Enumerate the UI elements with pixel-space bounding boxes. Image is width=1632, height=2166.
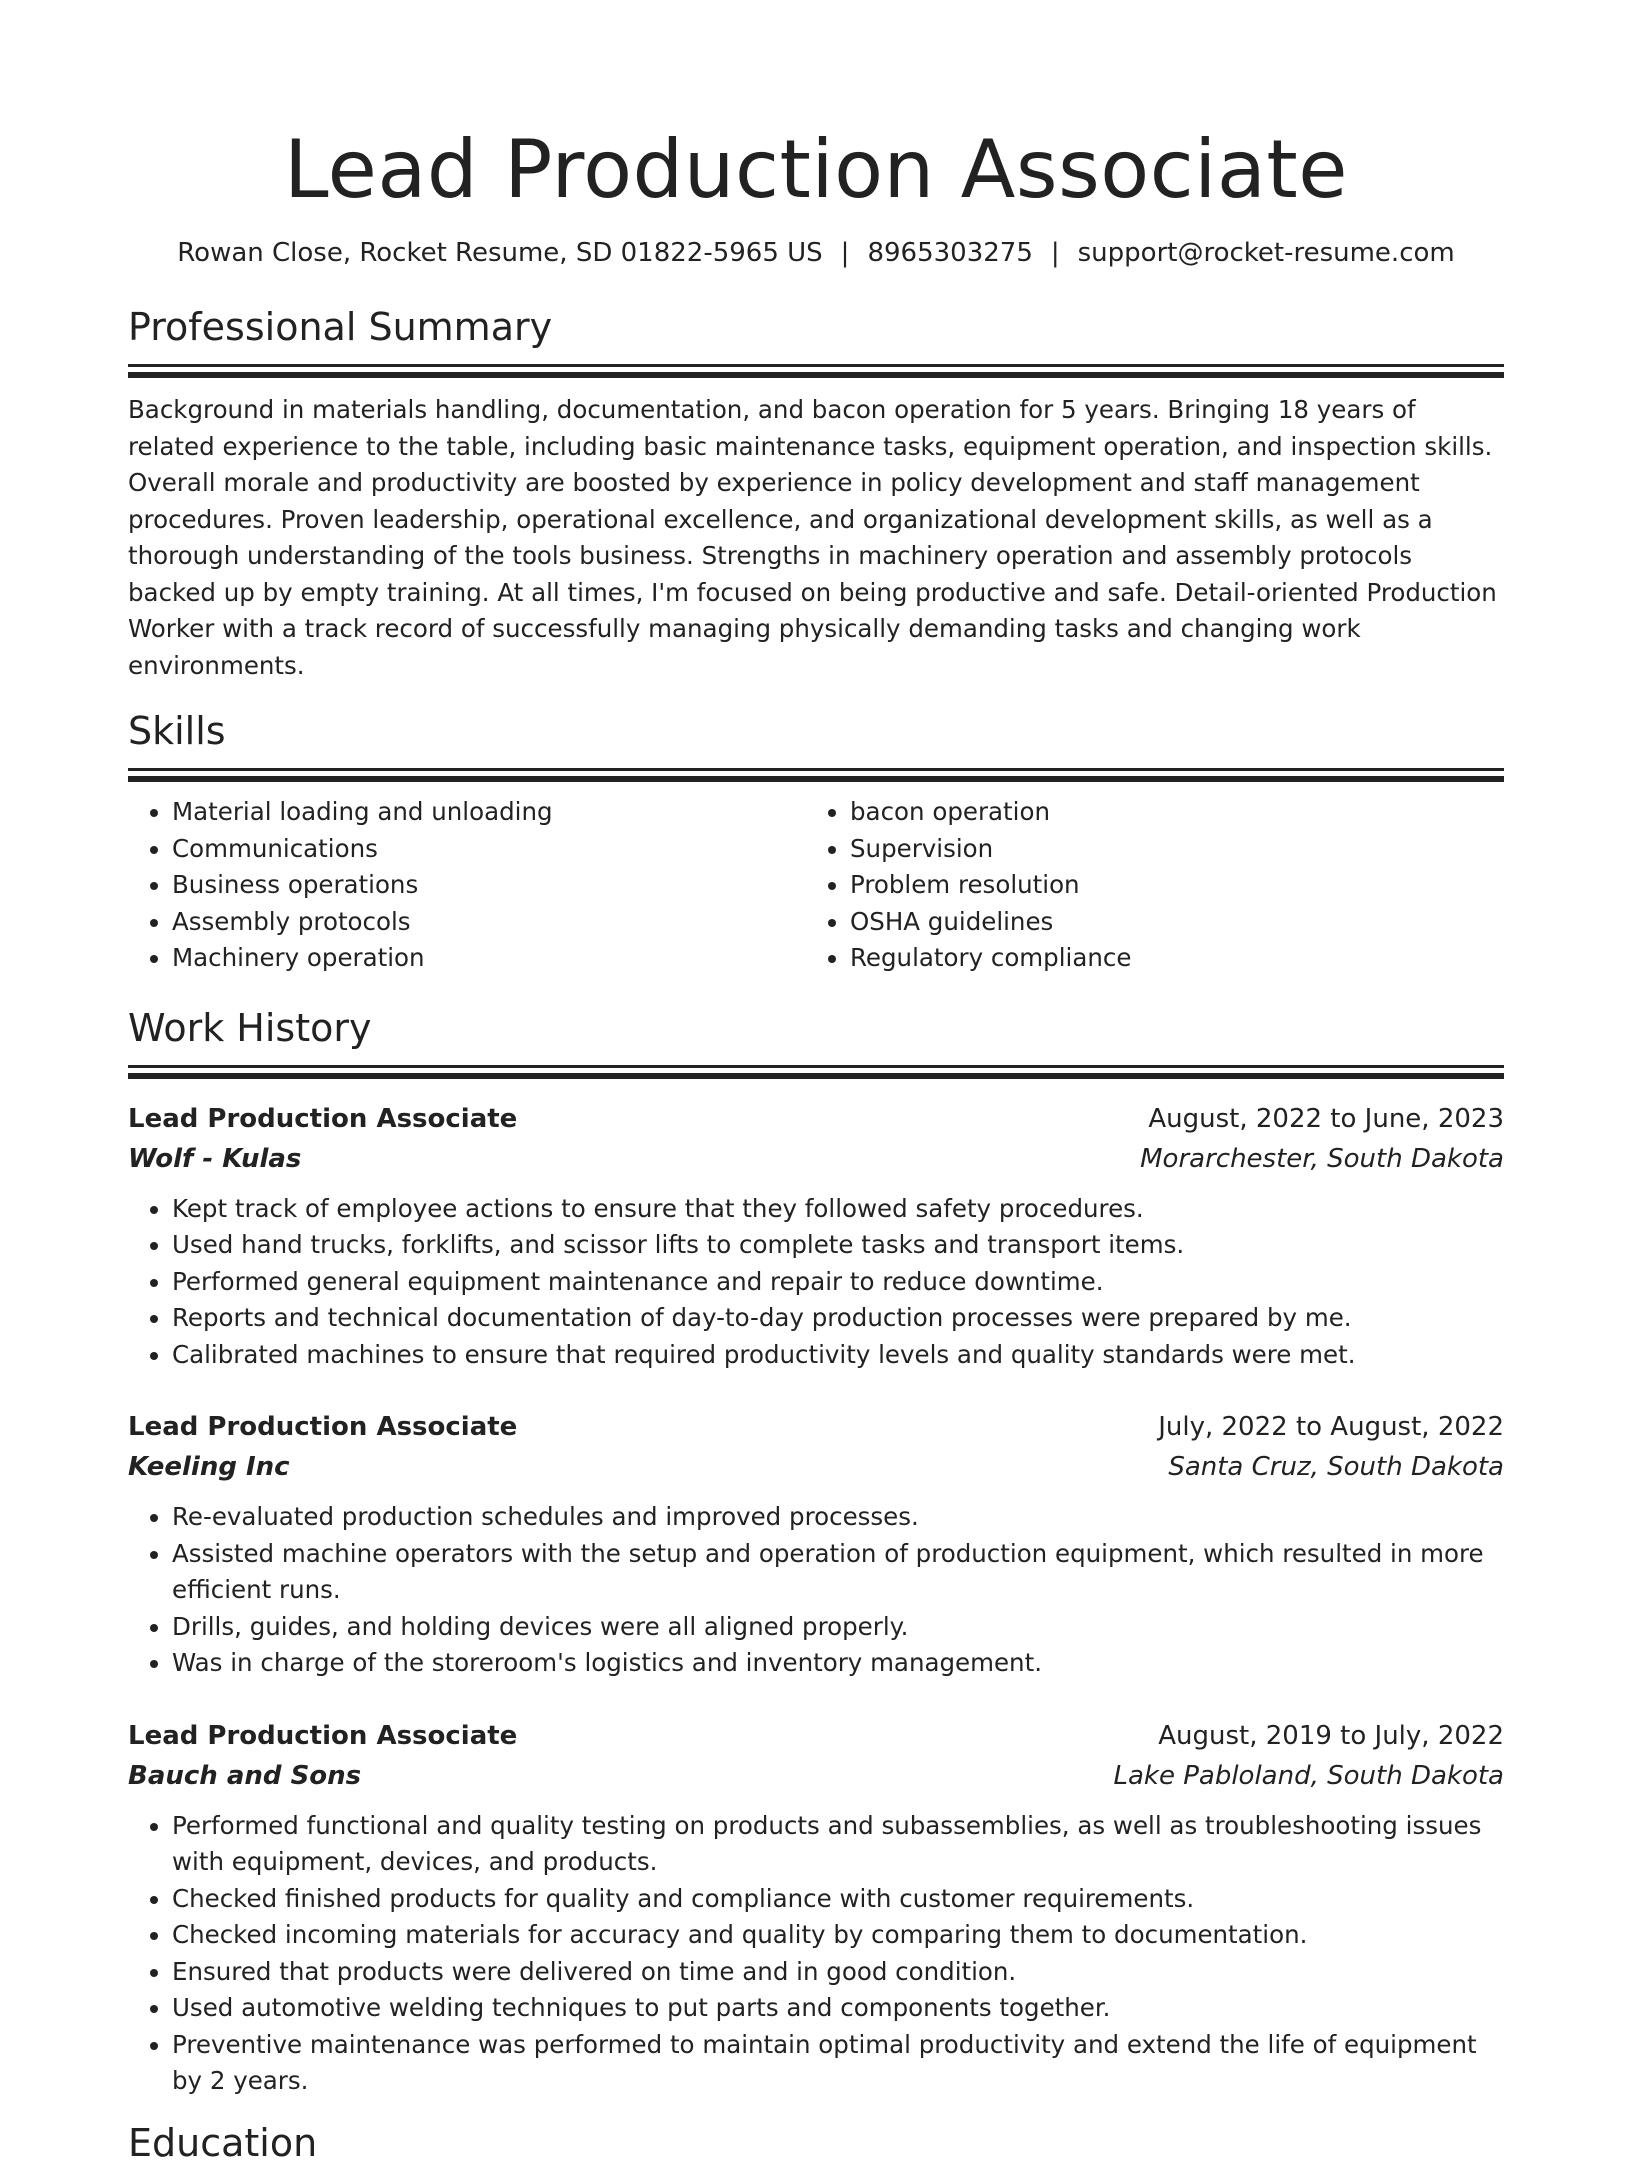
skills-list-right — [806, 794, 1484, 977]
section-divider — [128, 768, 1504, 771]
contact-phone: 8965303275 — [867, 238, 1033, 268]
skill-item: • OSHA guidelines — [850, 904, 1484, 941]
skill-item: • Material loading and unloading — [172, 794, 806, 831]
summary-heading: Professional Summary — [128, 305, 553, 349]
section-divider — [128, 1065, 1504, 1068]
job-company-row — [128, 1447, 1504, 1487]
contact-email: support@rocket-resume.com — [1077, 238, 1455, 268]
job-bullet: • Drills, guides, and holding devices were all aligned properly. — [172, 1609, 1504, 1646]
job-title-row — [128, 1099, 1504, 1139]
resume-page — [128, 0, 1504, 2166]
skill-item: • Supervision — [850, 831, 1484, 868]
job-title: Lead Production Associate — [128, 1720, 518, 1751]
job-bullet: • Ensured that products were delivered on time and in good condition. — [172, 1954, 1504, 1991]
job-title-row — [128, 1716, 1504, 1756]
job-company: Keeling Inc — [128, 1452, 290, 1482]
job-bullets — [128, 1191, 1504, 1374]
job-dates: August, 2019 to July, 2022 — [1158, 1720, 1504, 1751]
job-entry — [128, 1716, 1504, 2100]
skills-heading: Skills — [128, 709, 226, 753]
work-history-section — [128, 1005, 1504, 2100]
job-title: Lead Production Associate — [128, 1412, 518, 1442]
summary-text: Background in materials handling, documentation, and bacon operation for 5 years. Bringing 18 years of related experience to the table, including basic maintenance tasks, equipment operation, and inspection skills. Overall morale and productivity are boosted by experience in policy development and staff management procedures. Proven leadership, operational excellence, and organizational development skills, as well as a thorough understanding of the tools business. Strengths in machinery operation and assembly protocols backed up by empty training. At all times, I'm focused on being productive and safe. Detail-oriented Production Worker with a track record of successfully managing physically demanding tasks and changing work environments. — [128, 395, 1497, 680]
job-entry — [128, 1099, 1504, 1374]
skills-columns — [128, 794, 1504, 977]
job-bullet: • Kept track of employee actions to ensure that they followed safety procedures. — [172, 1191, 1504, 1228]
job-bullets — [128, 1808, 1504, 2100]
job-bullet: • Used automotive welding techniques to put parts and components together. — [172, 1990, 1504, 2027]
job-bullets — [128, 1499, 1504, 1682]
contact-separator: | — [840, 238, 850, 268]
skill-item: • Machinery operation — [172, 940, 806, 977]
education-section — [128, 2120, 1504, 2166]
skills-column-left — [128, 794, 806, 977]
work-history-heading: Work History — [128, 1005, 372, 1050]
job-bullet: • Was in charge of the storeroom's logistics and inventory management. — [172, 1645, 1504, 1682]
resume-name: Lead Production Associate — [283, 123, 1349, 216]
job-bullet: • Assisted machine operators with the setup and operation of production equipment, which resulted in more efficient runs. — [172, 1536, 1504, 1609]
section-divider — [128, 364, 1504, 367]
job-bullet: • Calibrated machines to ensure that required productivity levels and quality standards were met. — [172, 1337, 1504, 1374]
skill-item: • Problem resolution — [850, 867, 1484, 904]
contact-separator: | — [1050, 238, 1060, 268]
skills-column-right — [806, 794, 1484, 977]
section-divider-thick — [128, 372, 1504, 378]
section-divider-thick — [128, 1073, 1504, 1079]
job-bullet: • Performed general equipment maintenance and repair to reduce downtime. — [172, 1264, 1504, 1301]
job-company-row — [128, 1756, 1504, 1796]
contact-line — [128, 236, 1504, 270]
job-title: Lead Production Associate — [128, 1103, 518, 1134]
job-bullet: • Re-evaluated production schedules and improved processes. — [172, 1499, 1504, 1536]
job-dates: August, 2022 to June, 2023 — [1148, 1103, 1504, 1134]
skill-item: • Regulatory compliance — [850, 940, 1484, 977]
job-bullet: • Used hand trucks, forklifts, and scissor lifts to complete tasks and transport items. — [172, 1227, 1504, 1264]
job-bullet: • Checked incoming materials for accuracy and quality by comparing them to documentation. — [172, 1917, 1504, 1954]
skill-item: • Communications — [172, 831, 806, 868]
job-location: Santa Cruz, South Dakota — [1168, 1452, 1504, 1482]
job-dates: July, 2022 to August, 2022 — [1158, 1412, 1504, 1442]
job-title-row — [128, 1407, 1504, 1447]
job-bullet: • Reports and technical documentation of day-to-day production processes were prepared by me. — [172, 1300, 1504, 1337]
job-bullet: • Performed functional and quality testing on products and subassemblies, as well as troubleshooting issues with equipment, devices, and products. — [172, 1808, 1504, 1881]
job-location: Morarchester, South Dakota — [1140, 1143, 1504, 1174]
contact-address: Rowan Close, Rocket Resume, SD 01822-5965 US — [177, 238, 823, 268]
job-company: Bauch and Sons — [128, 1760, 362, 1791]
section-divider-thick — [128, 776, 1504, 782]
skills-list-left — [128, 794, 806, 977]
job-bullet: • Preventive maintenance was performed to maintain optimal productivity and extend the life of equipment by 2 years. — [172, 2027, 1504, 2100]
skill-item: • bacon operation — [850, 794, 1484, 831]
job-company-row — [128, 1139, 1504, 1179]
job-entry — [128, 1407, 1504, 1682]
summary-section — [128, 304, 1504, 684]
skills-section — [128, 708, 1504, 977]
job-bullet: • Checked finished products for quality and compliance with customer requirements. — [172, 1881, 1504, 1918]
job-location: Lake Pabloland, South Dakota — [1113, 1760, 1504, 1791]
skill-item: • Assembly protocols — [172, 904, 806, 941]
education-heading: Education — [128, 2120, 318, 2165]
skill-item: • Business operations — [172, 867, 806, 904]
job-company: Wolf - Kulas — [128, 1143, 302, 1174]
